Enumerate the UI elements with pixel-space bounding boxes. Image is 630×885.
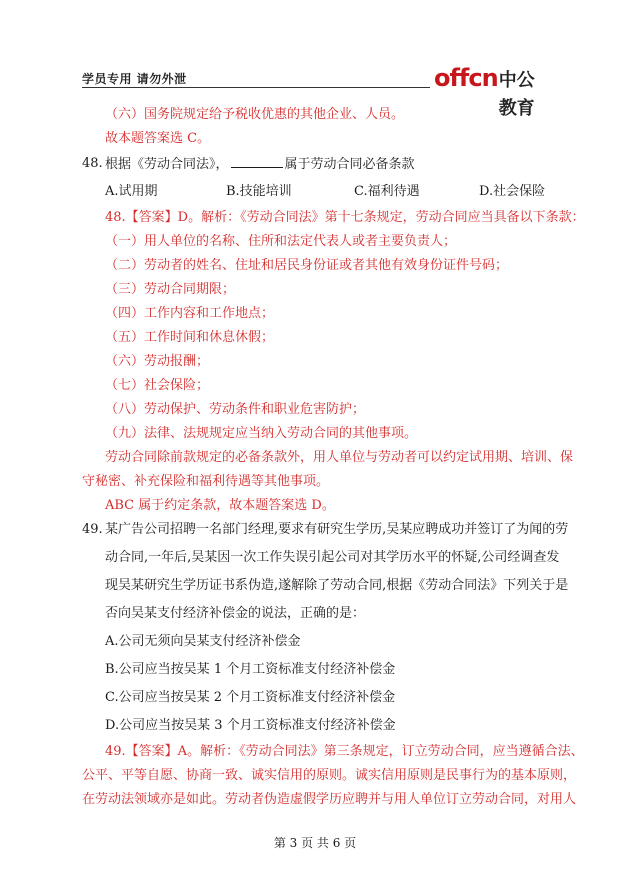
question-49-stem-line: 否向吴某支付经济补偿金的说法，正确的是： <box>105 606 366 621</box>
question-48-blank <box>231 155 283 168</box>
answer-48-line: （五）工作时间和休息休假； <box>105 330 275 345</box>
question-48-number: 48. <box>82 156 103 171</box>
question-48-stem-before: 根据《劳动合同法》， <box>105 157 229 172</box>
question-48-option-a: A.试用期 <box>105 184 158 199</box>
offcn-logo <box>434 64 552 119</box>
prev-answer-line-1: （六）国务院规定给予税收优惠的其他企业、人员。 <box>105 107 405 122</box>
question-49-stem-line: 动合同,一年后,吴某因一次工作失误引起公司对其学历水平的怀疑,公司经调查发 <box>105 550 560 565</box>
answer-48-line: （七）社会保险； <box>105 378 210 393</box>
answer-48-line: （八）劳动保护、劳动条件和职业危害防护； <box>105 402 366 417</box>
question-48-option-d: D.社会保险 <box>479 184 546 199</box>
question-49-stem-line: 现吴某研究生学历证书系伪造,遂解除了劳动合同,根据《劳动合同法》下列关于是 <box>105 578 569 593</box>
answer-49-line: 49.【答案】A。解析：《劳动合同法》第三条规定，订立劳动合同，应当遵循合法、 <box>105 744 584 759</box>
question-48-option-c: C.福利待遇 <box>354 184 420 199</box>
question-49-stem-line: 某广告公司招聘一名部门经理,要求有研究生学历,吴某应聘成功并签订了为闻的劳 <box>105 522 569 537</box>
answer-49-line: 公平、平等自愿、协商一致、诚实信用的原则。诚实信用原则是民事行为的基本原则， <box>82 768 577 783</box>
answer-48-line: ABC 属于约定条款，故本题答案选 D。 <box>105 498 335 513</box>
answer-48-line: （一）用人单位的名称、住所和法定代表人或者主要负责人； <box>105 234 457 249</box>
answer-48-line: （三）劳动合同期限； <box>105 282 236 297</box>
question-48-option-b: B.技能培训 <box>226 184 292 199</box>
page-number: 第 3 页 共 6 页 <box>273 836 357 850</box>
prev-answer-line-2: 故本题答案选 C。 <box>105 131 211 146</box>
question-49-number: 49. <box>82 522 103 537</box>
question-48-stem <box>105 155 415 174</box>
answer-48-line: （二）劳动者的姓名、住址和居民身份证或者其他有效身份证件号码； <box>105 258 509 273</box>
answer-48-line: （九）法律、法规规定应当纳入劳动合同的其他事项。 <box>105 426 418 441</box>
header-rule <box>82 87 430 88</box>
question-48-stem-after: 属于劳动合同必备条款 <box>284 157 415 172</box>
question-49-option-b: B.公司应当按吴某 1 个月工资标准支付经济补偿金 <box>105 662 396 677</box>
question-49-option-c: C.公司应当按吴某 2 个月工资标准支付经济补偿金 <box>105 690 396 705</box>
answer-48-line: （六）劳动报酬； <box>105 354 210 369</box>
answer-48-line: 劳动合同除前款规定的必备条款外，用人单位与劳动者可以约定试用期、培训、保 <box>105 450 574 465</box>
question-49-option-d: D.公司应当按吴某 3 个月工资标准支付经济补偿金 <box>105 718 396 733</box>
question-49-option-a: A.公司无须向吴某支付经济补偿金 <box>105 634 301 649</box>
logo-text-cn: 中公教育 <box>498 70 535 119</box>
answer-48-line: （四）工作内容和工作地点； <box>105 306 275 321</box>
logo-text-en: offcn <box>434 64 498 92</box>
answer-48-line: 守秘密、补充保险和福利待遇等其他事项。 <box>82 474 330 489</box>
answer-49-line: 在劳动法领域亦是如此。劳动者伪造虚假学历应聘并与用人单位订立劳动合同，对用人 <box>82 792 577 807</box>
confidential-note: 学员专用 请勿外泄 <box>82 72 187 86</box>
answer-48-line: 48.【答案】D。解析：《劳动合同法》第十七条规定，劳动合同应当具备以下条款： <box>105 210 585 225</box>
